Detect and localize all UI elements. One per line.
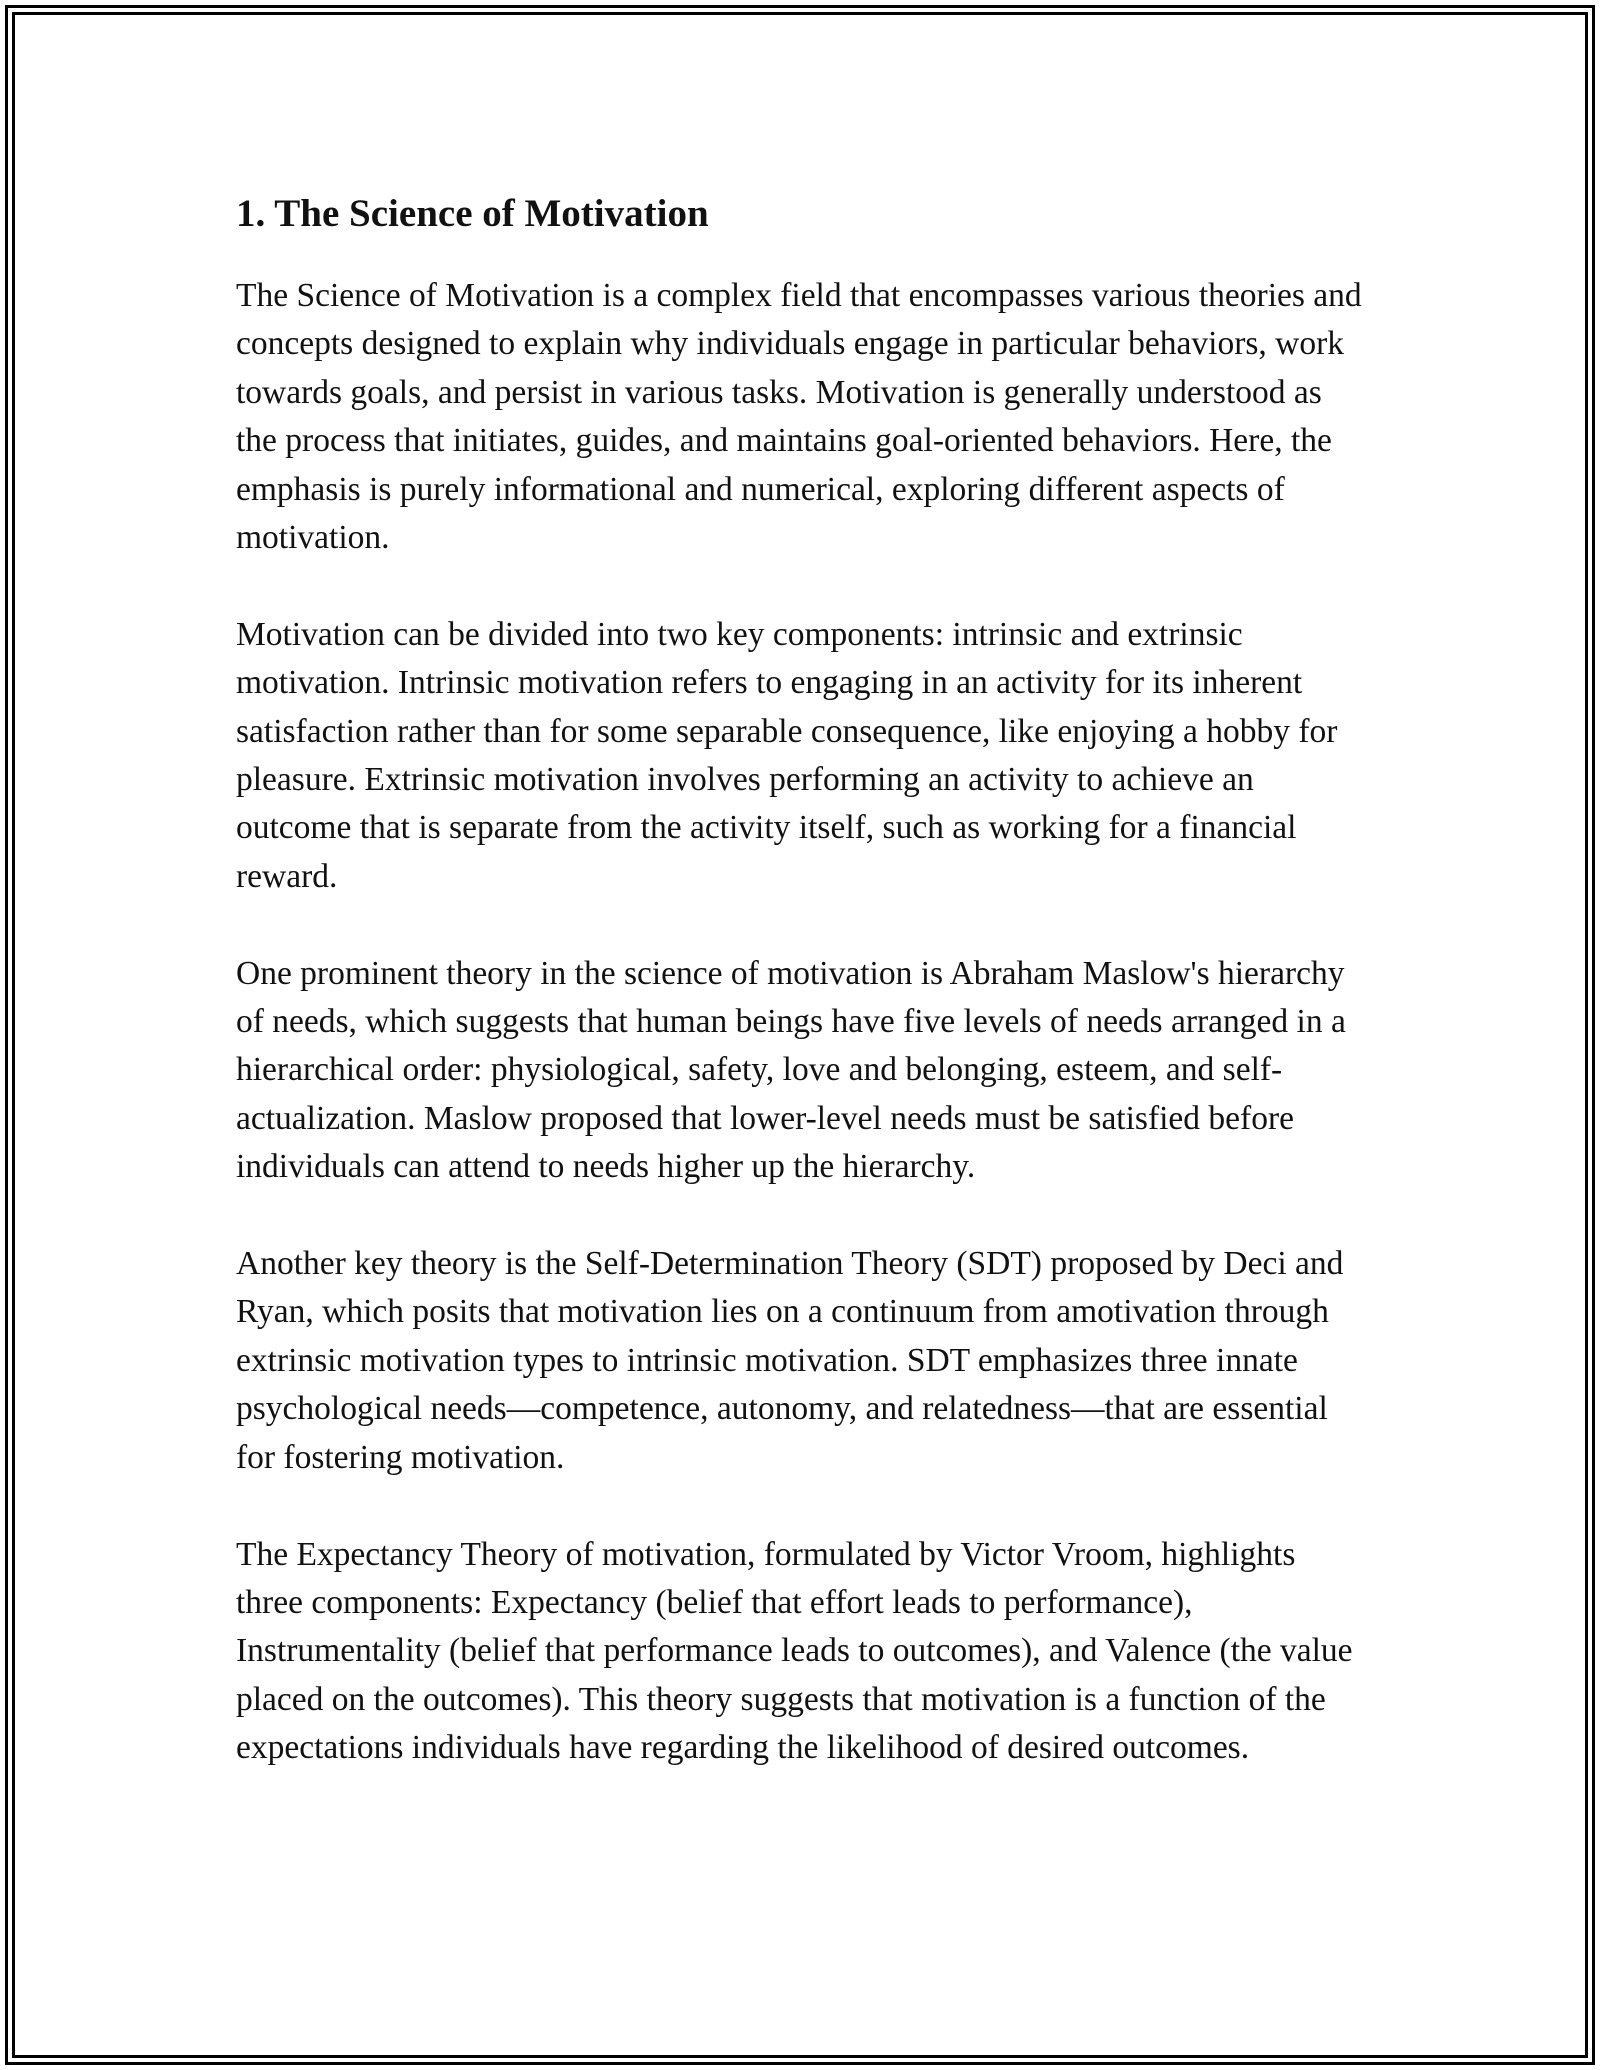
paragraph-maslow-hierarchy: One prominent theory in the science of motivation is Abraham Maslow's hierarchy of needs, which suggests that human beings have five levels of needs arranged in a hierarchical order: physiological, safety, love and belonging, esteem, and self-actualization. Maslow proposed that lower-level needs must be satisfied before individuals can attend to needs higher up the hierarchy.: [236, 954, 1346, 1186]
section-title: 1. The Science of Motivation: [236, 192, 709, 235]
paragraph-overview: The Science of Motivation is a complex field that encompasses various theories and concepts designed to explain why individuals engage in particular behaviors, work towards goals, and persist in various tasks. Motivation is generally understood as the process that initiates, guides, and maintains goal-oriented behaviors. Here, the emphasis is purely informational and numerical, exploring different aspects of motivation.: [236, 277, 1362, 557]
document-body: [236, 186, 1366, 1773]
paragraph-self-determination-theory: Another key theory is the Self-Determination Theory (SDT) proposed by Deci and Ryan, which posits that motivation lies on a continuum from amotivation through extrinsic motivation types to intrinsic motivation. SDT emphasizes three innate psychological needs—competence, autonomy, and relatedness—that are essential for fostering motivation.: [236, 1245, 1344, 1476]
paragraph-intrinsic-extrinsic: Motivation can be divided into two key components: intrinsic and extrinsic motivation. Intrinsic motivation refers to engaging in an activity for its inherent satisfaction rather than for some separable consequence, like enjoying a hobby for pleasure. Extrinsic motivation involves performing an activity to achieve an outcome that is separate from the activity itself, such as working for a financial reward.: [236, 615, 1338, 895]
paragraph-expectancy-theory: The Expectancy Theory of motivation, formulated by Victor Vroom, highlights three components: Expectancy (belief that effort leads to performance), Instrumentality (belief that performance leads to outcomes), and Valence (the value placed on the outcomes). This theory suggests that motivation is a function of the expectations individuals have regarding the likelihood of desired outcomes.: [236, 1535, 1353, 1767]
